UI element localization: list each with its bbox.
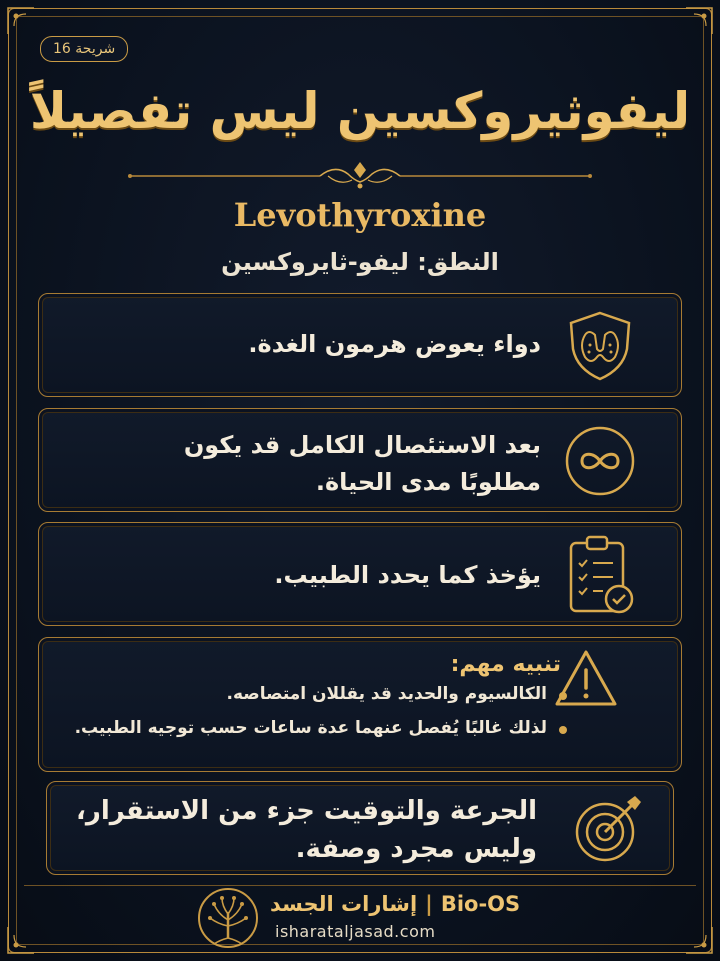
infinity-icon [563,424,637,498]
corner-ornament-icon [676,4,716,44]
info-card-doctor [38,522,682,626]
warning-list [75,684,569,752]
drug-latin-name: Levothyroxine [233,196,487,234]
warning-title: تنبيه مهم: [450,652,561,677]
info-card-thyroid [38,293,682,397]
tree-logo-icon [196,886,260,950]
list-item: لذلك غالبًا يُفصل عنهما عدة ساعات حسب توجيه الطبيب. [75,718,569,738]
conclusion-line: وليس مجرد وصفة. [295,834,537,864]
conclusion-text [67,792,537,868]
brand-separator: | [425,892,433,916]
ornamental-divider-icon [120,156,600,196]
info-card-lifelong [38,408,682,512]
card-text: يؤخذ كما يحدد الطبيب. [274,561,541,589]
brand-latin: Bio-OS [440,892,521,916]
corner-ornament-icon [4,4,44,44]
page-title: ليفوثيروكسين ليس تفصيلاً [29,82,691,140]
card-text-line: بعد الاستئصال الكامل قد يكون [183,431,541,459]
warning-card [38,637,682,772]
thyroid-shield-icon [563,309,637,383]
conclusion-line: الجرعة والتوقيت جزء من الاستقرار، [75,796,537,826]
pronunciation-text: النطق: ليفو-ثايروكسين [221,248,499,276]
card-text [59,427,541,501]
card-text-line: مطلوبًا مدى الحياة. [315,468,541,496]
brand-arabic: إشارات الجسد [270,892,418,916]
list-item: الكالسيوم والحديد قد يقللان امتصاصه. [75,684,569,704]
website-link[interactable]: isharataljasad.com [275,922,436,941]
footer [0,886,720,946]
brand-name [270,892,520,916]
conclusion-card [46,781,674,875]
slide-number-badge: شريحة 16 [40,36,128,62]
clipboard-check-icon [563,533,637,617]
card-text: دواء يعوض هرمون الغدة. [248,330,541,358]
target-arrow-icon [571,792,645,866]
